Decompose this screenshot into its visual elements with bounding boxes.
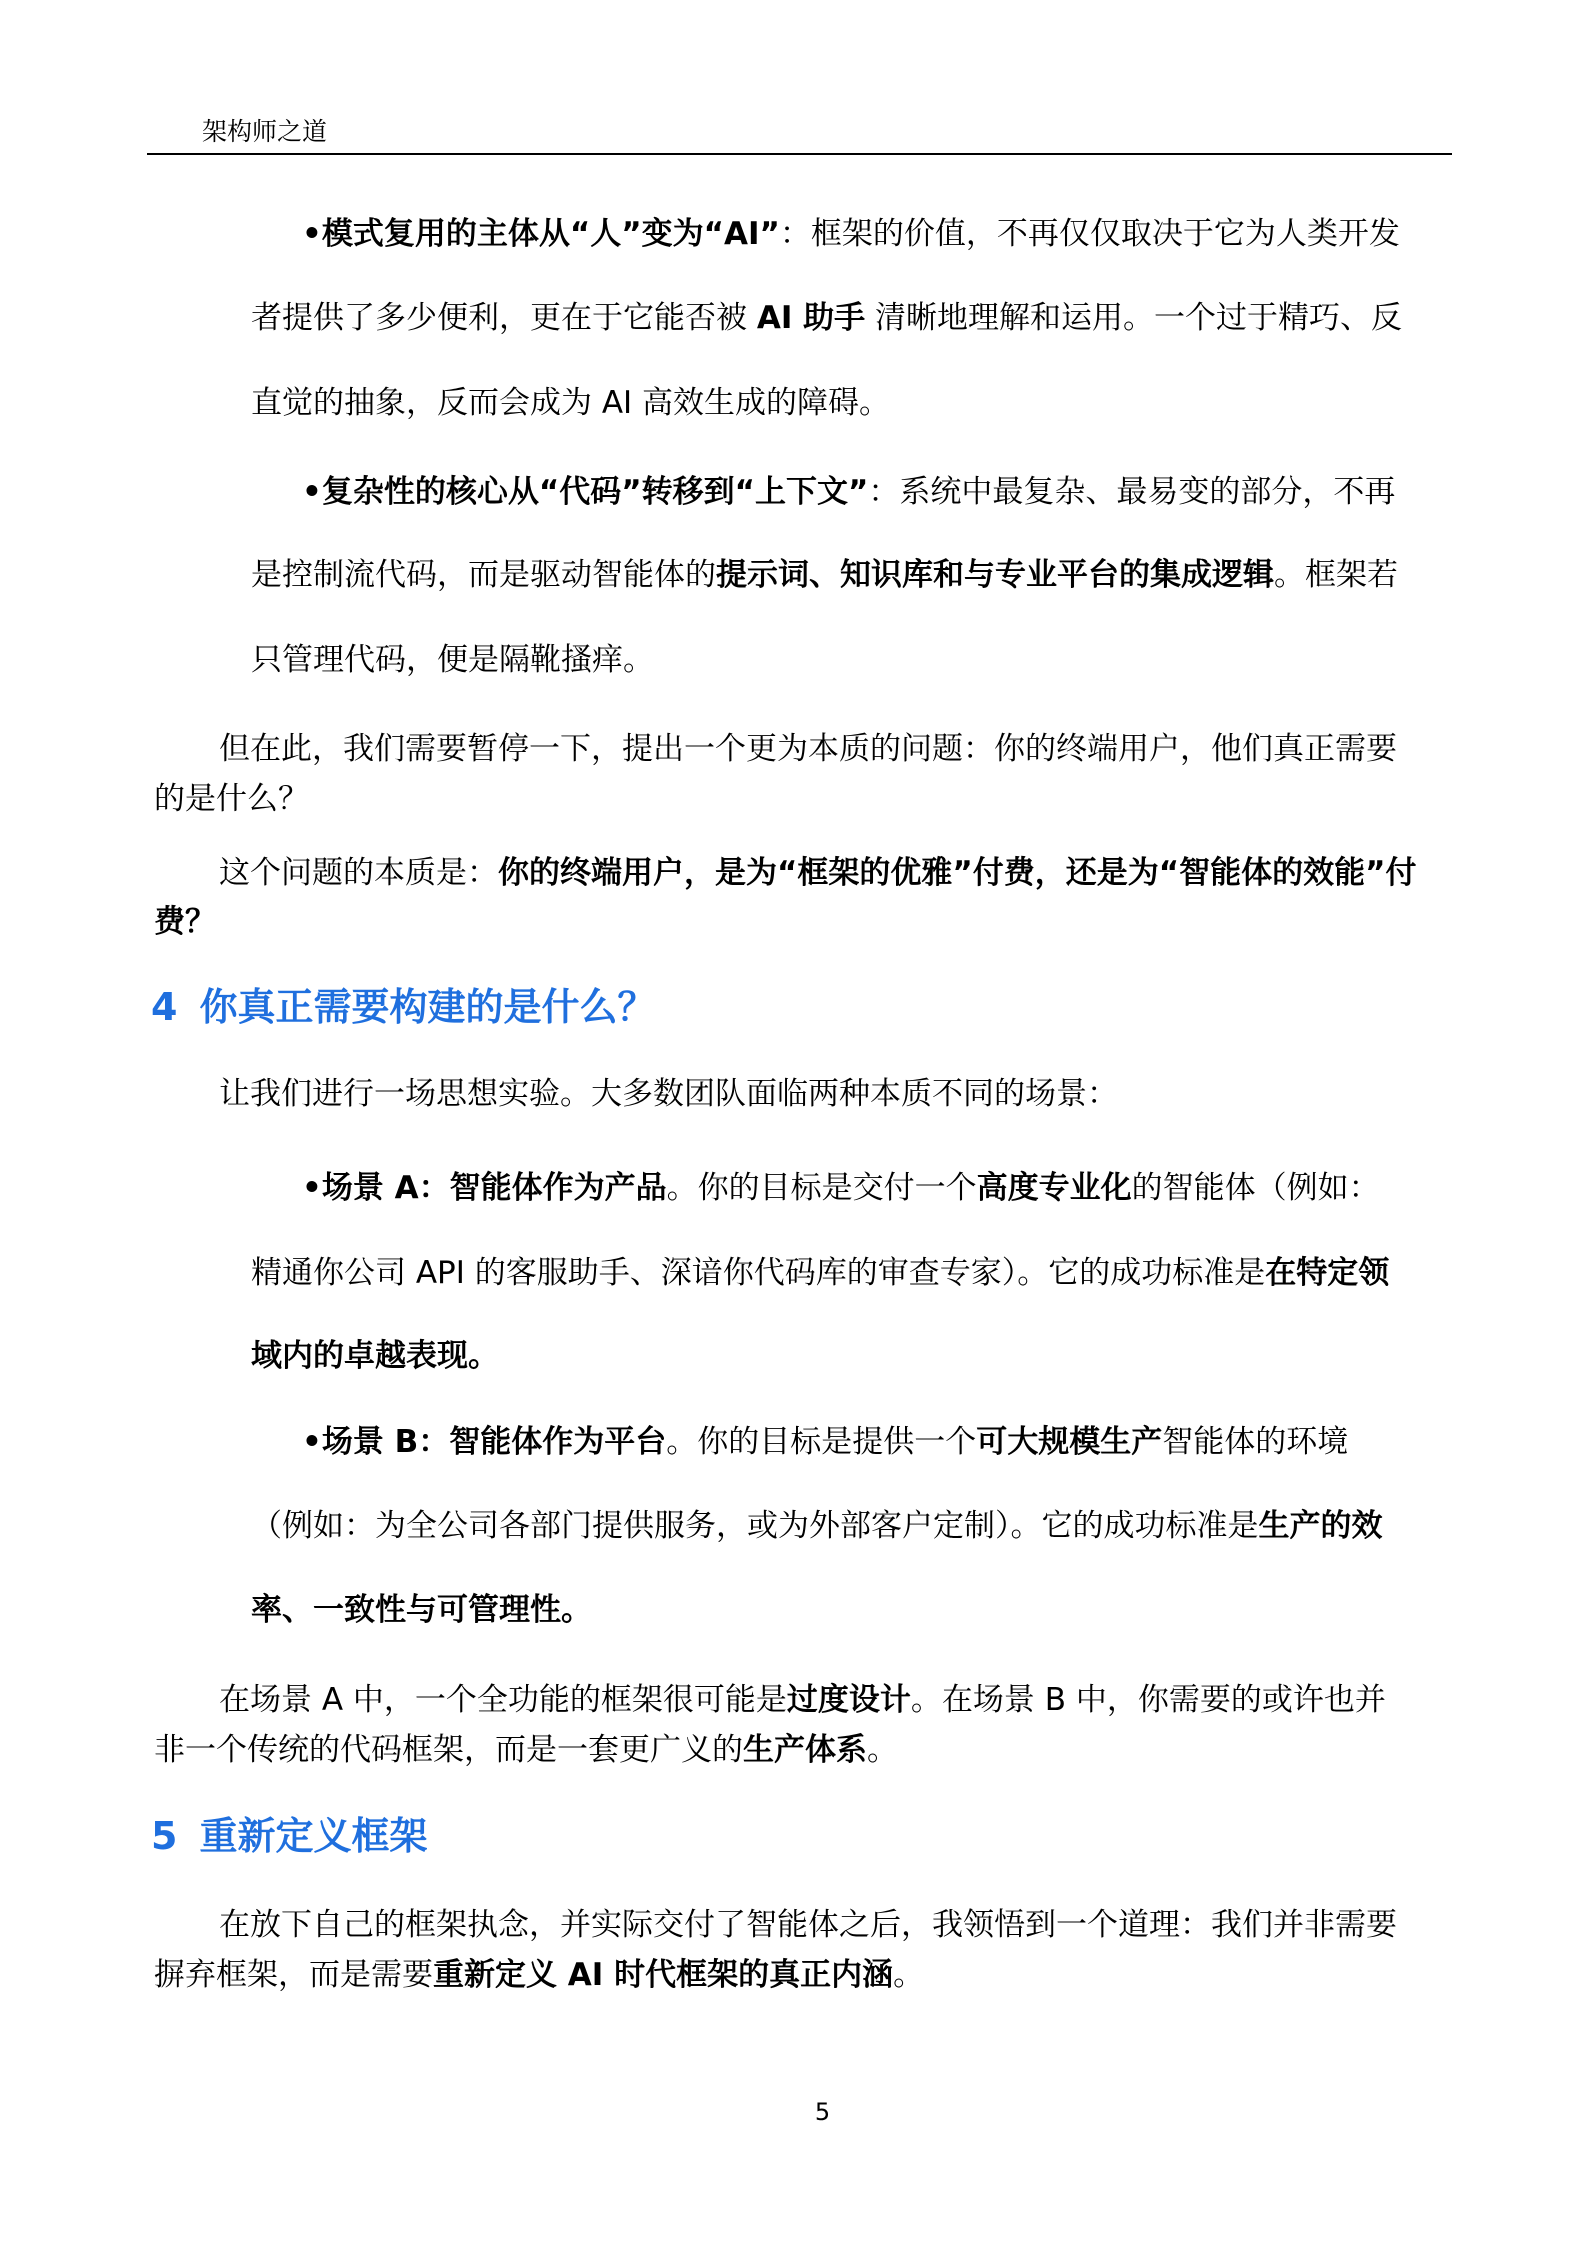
paragraph-1-line-1: 但在此，我们需要暂停一下，提出一个更为本质的问题：你的终端用户，他们真正需要 <box>219 731 1397 767</box>
text-run: 非一个传统的代码框架，而是一套更广义的 <box>154 1732 743 1768</box>
paragraph-2-line-2 <box>154 902 216 942</box>
text-run: 在场景 A 中，一个全功能的框架很可能是 <box>219 1682 787 1718</box>
emphasis-text: 提示词、知识库和与专业平台的集成逻辑 <box>716 557 1274 593</box>
emphasis-text: 在特定领 <box>1265 1255 1390 1291</box>
bullet-marker: • <box>302 1424 322 1460</box>
text-run: 摒弃框架，而是需要 <box>154 1957 433 1993</box>
emphasis-text: 生产的效 <box>1258 1508 1383 1544</box>
bullet-marker: • <box>302 474 322 510</box>
text-run: 智能体的环境 <box>1162 1424 1349 1460</box>
bullet-1-line-2 <box>251 298 1402 338</box>
emphasis-text: AI 助手 <box>756 300 866 336</box>
emphasis-text: 重新定义 AI 时代框架的真正内涵 <box>433 1957 894 1993</box>
bullet-4-title: 场景 B：智能体作为平台 <box>321 1424 667 1460</box>
paragraph-1-line-2: 的是什么？ <box>154 781 309 817</box>
bullet-4-line-1 <box>302 1422 1348 1462</box>
text-run: 。在场景 B 中，你需要的或许也并 <box>910 1682 1386 1718</box>
paragraph-5-line-2 <box>154 1955 924 1995</box>
bullet-2-separator: ： <box>868 474 900 510</box>
text-run: 。 <box>893 1957 925 1993</box>
bullet-1-title: 模式复用的主体从“人”变为“AI” <box>321 216 780 252</box>
bullet-3-title: 场景 A：智能体作为产品 <box>321 1170 667 1206</box>
text-run: 。 <box>867 1732 898 1768</box>
bullet-2-title: 复杂性的核心从“代码”转移到“上下文” <box>321 474 869 510</box>
text-run: 。框架若 <box>1274 557 1398 593</box>
bullet-1-line-3: 直觉的抽象，反而会成为 AI 高效生成的障碍。 <box>251 385 891 421</box>
bullet-4-line-3 <box>251 1590 592 1630</box>
text-run: 的智能体（例如： <box>1131 1170 1380 1206</box>
paragraph-5-line-1: 在放下自己的框架执念，并实际交付了智能体之后，我领悟到一个道理：我们并非需要 <box>219 1907 1397 1943</box>
header-title: 架构师之道 <box>202 117 328 146</box>
bullet-4-line-2 <box>251 1506 1383 1546</box>
page-number: 5 <box>814 2098 831 2126</box>
bullet-2-line-3: 只管理代码，便是隔靴搔痒。 <box>251 642 654 678</box>
emphasis-text: 生产体系 <box>743 1732 867 1768</box>
bullet-2-line-2 <box>251 555 1398 595</box>
text-run: （例如：为全公司各部门提供服务，或为外部客户定制）。它的成功标准是 <box>251 1508 1259 1544</box>
emphasis-text: 域内的卓越表现。 <box>251 1338 499 1374</box>
text-run: 精通你公司 API 的客服助手、深谙你代码库的审查专家）。它的成功标准是 <box>251 1255 1266 1291</box>
bullet-1-line-1 <box>302 214 1400 254</box>
bullet-3-line-1 <box>302 1168 1380 1208</box>
bullet-3-line-3 <box>251 1336 499 1376</box>
emphasis-text: 可大规模生产 <box>976 1424 1163 1460</box>
section-number: 5 <box>151 1814 178 1858</box>
text-run: 是控制流代码，而是驱动智能体的 <box>251 557 716 593</box>
text-run: 清晰地理解和运用。一个过于精巧、反 <box>865 300 1403 336</box>
emphasis-text: 高度专业化 <box>976 1170 1132 1206</box>
bullet-2-line-1 <box>302 472 1395 512</box>
paragraph-4-line-2 <box>154 1730 898 1770</box>
paragraph-4-line-1 <box>219 1680 1386 1720</box>
text-run: 者提供了多少便利，更在于它能否被 <box>251 300 757 336</box>
bullet-marker: • <box>302 216 322 252</box>
paragraph-3-line-1: 让我们进行一场思想实验。大多数团队面临两种本质不同的场景： <box>219 1076 1118 1112</box>
section-heading-4 <box>151 983 655 1031</box>
bullet-2-text: 系统中最复杂、最易变的部分，不再 <box>899 474 1396 510</box>
text-run: 。你的目标是交付一个 <box>666 1170 977 1206</box>
emphasis-text: 率、一致性与可管理性。 <box>251 1592 592 1628</box>
paragraph-2-line-1 <box>219 853 1417 893</box>
emphasis-text: 费？ <box>154 904 216 940</box>
bullet-marker: • <box>302 1170 322 1206</box>
emphasis-text: 过度设计 <box>786 1682 911 1718</box>
section-number: 4 <box>151 985 178 1029</box>
text-run: 。你的目标是提供一个 <box>666 1424 977 1460</box>
bullet-1-separator: ： <box>779 216 811 252</box>
section-title: 重新定义框架 <box>199 1814 428 1858</box>
text-run: 这个问题的本质是： <box>219 855 498 891</box>
section-title: 你真正需要构建的是什么？ <box>199 985 656 1029</box>
bullet-1-text: 框架的价值，不再仅仅取决于它为人类开发 <box>810 216 1400 252</box>
bullet-3-line-2 <box>251 1253 1389 1293</box>
emphasis-text: 你的终端用户，是为“框架的优雅”付费，还是为“智能体的效能”付 <box>498 855 1417 891</box>
section-heading-5 <box>151 1812 427 1860</box>
header-divider <box>147 153 1452 155</box>
